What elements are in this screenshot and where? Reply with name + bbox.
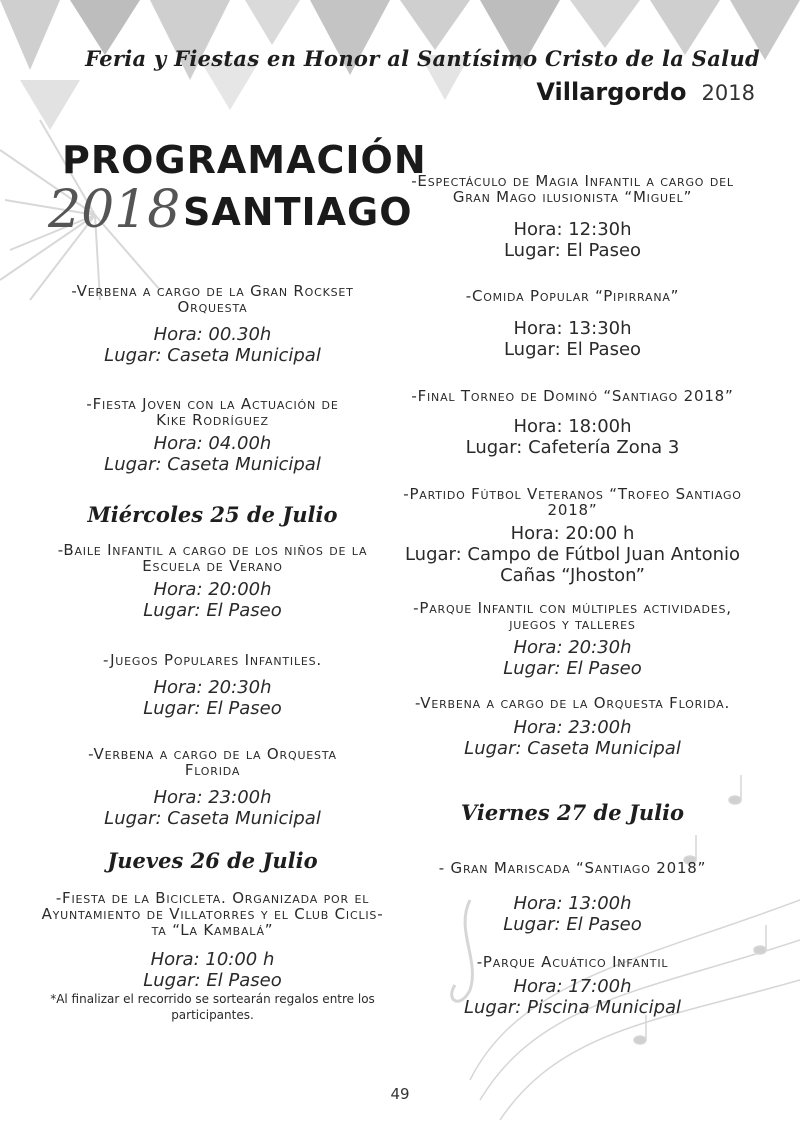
event-comida-popular bbox=[400, 288, 745, 360]
event-title: juegos y talleres bbox=[509, 615, 636, 633]
event-title: -Final Torneo de Dominó “Santiago 2018” bbox=[411, 387, 734, 405]
event-place: Lugar: Cafetería Zona 3 bbox=[465, 437, 680, 458]
event-title: -Verbena a cargo de la Orquesta bbox=[88, 745, 337, 763]
event-title: 2018” bbox=[547, 501, 598, 519]
event-title: -Baile Infantil a cargo de los niños de la bbox=[57, 541, 368, 559]
event-place: Cañas “Jhoston” bbox=[500, 565, 645, 586]
event-magia-infantil bbox=[400, 173, 745, 261]
event-place: Lugar: Piscina Municipal bbox=[463, 997, 682, 1018]
event-time: Hora: 20:30h bbox=[153, 677, 272, 698]
event-time: Hora: 13:30h bbox=[513, 318, 632, 339]
day-heading-miercoles: Miércoles 25 de Julio bbox=[87, 502, 338, 527]
town-line bbox=[536, 78, 755, 106]
event-time: Hora: 13:00h bbox=[513, 893, 632, 914]
event-place: Lugar: Caseta Municipal bbox=[464, 738, 681, 759]
event-place: Lugar: El Paseo bbox=[503, 240, 642, 261]
event-parque-infantil bbox=[400, 600, 745, 679]
banner-santiago: SANTIAGO bbox=[183, 190, 413, 234]
event-title: -Juegos Populares Infantiles. bbox=[103, 651, 322, 669]
event-time: Hora: 18:00h bbox=[513, 416, 632, 437]
event-time: Hora: 23:00h bbox=[153, 787, 272, 808]
event-title: -Espectáculo de Magia Infantil a cargo del bbox=[411, 172, 734, 190]
event-note: *Al finalizar el recorrido se sortearán regalos entre los bbox=[50, 992, 375, 1006]
banner-programacion: PROGRAMACIÓN bbox=[62, 138, 427, 182]
event-place: Lugar: El Paseo bbox=[143, 970, 282, 991]
event-title: -Parque Acuático Infantil bbox=[476, 953, 669, 971]
event-time: Hora: 10:00 h bbox=[150, 949, 275, 970]
event-place: Lugar: Caseta Municipal bbox=[104, 345, 321, 366]
event-fiesta-joven bbox=[40, 396, 385, 475]
event-place: Lugar: Caseta Municipal bbox=[104, 808, 321, 829]
event-title: Florida bbox=[184, 761, 241, 779]
event-place: Lugar: El Paseo bbox=[503, 914, 642, 935]
event-title: -Partido Fútbol Veteranos “Trofeo Santiago bbox=[403, 485, 742, 503]
event-baile-infantil bbox=[40, 542, 385, 621]
page-number: 49 bbox=[390, 1085, 410, 1103]
event-time: Hora: 20:00 h bbox=[510, 523, 635, 544]
event-title: -Verbena a cargo de la Gran Rockset bbox=[71, 282, 354, 300]
event-title: -Comida Popular “Pipirrana” bbox=[465, 287, 680, 305]
event-gran-mariscada bbox=[400, 860, 745, 935]
event-title: Ayuntamiento de Villatorres y el Club Ciclis- bbox=[41, 905, 384, 923]
event-title: - Gran Mariscada “Santiago 2018” bbox=[438, 859, 707, 877]
event-time: Hora: 17:00h bbox=[513, 976, 632, 997]
event-title: Orquesta bbox=[177, 298, 248, 316]
event-place: Lugar: El Paseo bbox=[143, 600, 282, 621]
event-verbena-rockset bbox=[40, 283, 385, 366]
event-place: Lugar: Campo de Fútbol Juan Antonio bbox=[404, 544, 741, 565]
music-notes bbox=[452, 775, 800, 1120]
event-place: Lugar: Caseta Municipal bbox=[104, 454, 321, 475]
town-name: Villargordo bbox=[536, 78, 687, 106]
event-place: Lugar: El Paseo bbox=[503, 658, 642, 679]
event-verbena-florida-viernes-eve bbox=[400, 695, 745, 759]
event-title: -Fiesta de la Bicicleta. Organizada por el bbox=[55, 889, 370, 907]
event-title: Kike Rodríguez bbox=[156, 411, 269, 429]
day-heading-viernes: Viernes 27 de Julio bbox=[460, 800, 685, 825]
event-title: Gran Mago ilusionista “Miguel” bbox=[452, 188, 693, 206]
event-fiesta-bicicleta bbox=[40, 890, 385, 1023]
event-time: Hora: 12:30h bbox=[513, 219, 632, 240]
event-time: Hora: 04.00h bbox=[153, 433, 272, 454]
event-title: Escuela de Verano bbox=[142, 557, 283, 575]
event-futbol-veteranos bbox=[400, 486, 745, 586]
banner-year: 2018 bbox=[48, 180, 181, 240]
event-title: -Verbena a cargo de la Orquesta Florida. bbox=[414, 694, 731, 712]
event-torneo-domino bbox=[400, 388, 745, 458]
event-place: Lugar: El Paseo bbox=[143, 698, 282, 719]
event-note: participantes. bbox=[171, 1008, 254, 1022]
event-title: ta “La Kambalá” bbox=[151, 921, 274, 939]
day-heading-jueves: Jueves 26 de Julio bbox=[107, 848, 318, 873]
event-place: Lugar: El Paseo bbox=[503, 339, 642, 360]
event-parque-acuatico bbox=[400, 954, 745, 1018]
event-time: Hora: 00.30h bbox=[153, 324, 272, 345]
event-verbena-florida bbox=[40, 746, 385, 829]
event-title: -Parque Infantil con múltiples actividades, bbox=[413, 599, 732, 617]
event-juegos-populares bbox=[40, 652, 385, 719]
header-year: 2018 bbox=[701, 81, 755, 105]
event-title: -Fiesta Joven con la Actuación de bbox=[86, 395, 339, 413]
event-time: Hora: 20:30h bbox=[513, 637, 632, 658]
event-time: Hora: 23:00h bbox=[513, 717, 632, 738]
event-time: Hora: 20:00h bbox=[153, 579, 272, 600]
festival-title: Feria y Fiestas en Honor al Santísimo Cristo de la Salud bbox=[85, 46, 760, 71]
